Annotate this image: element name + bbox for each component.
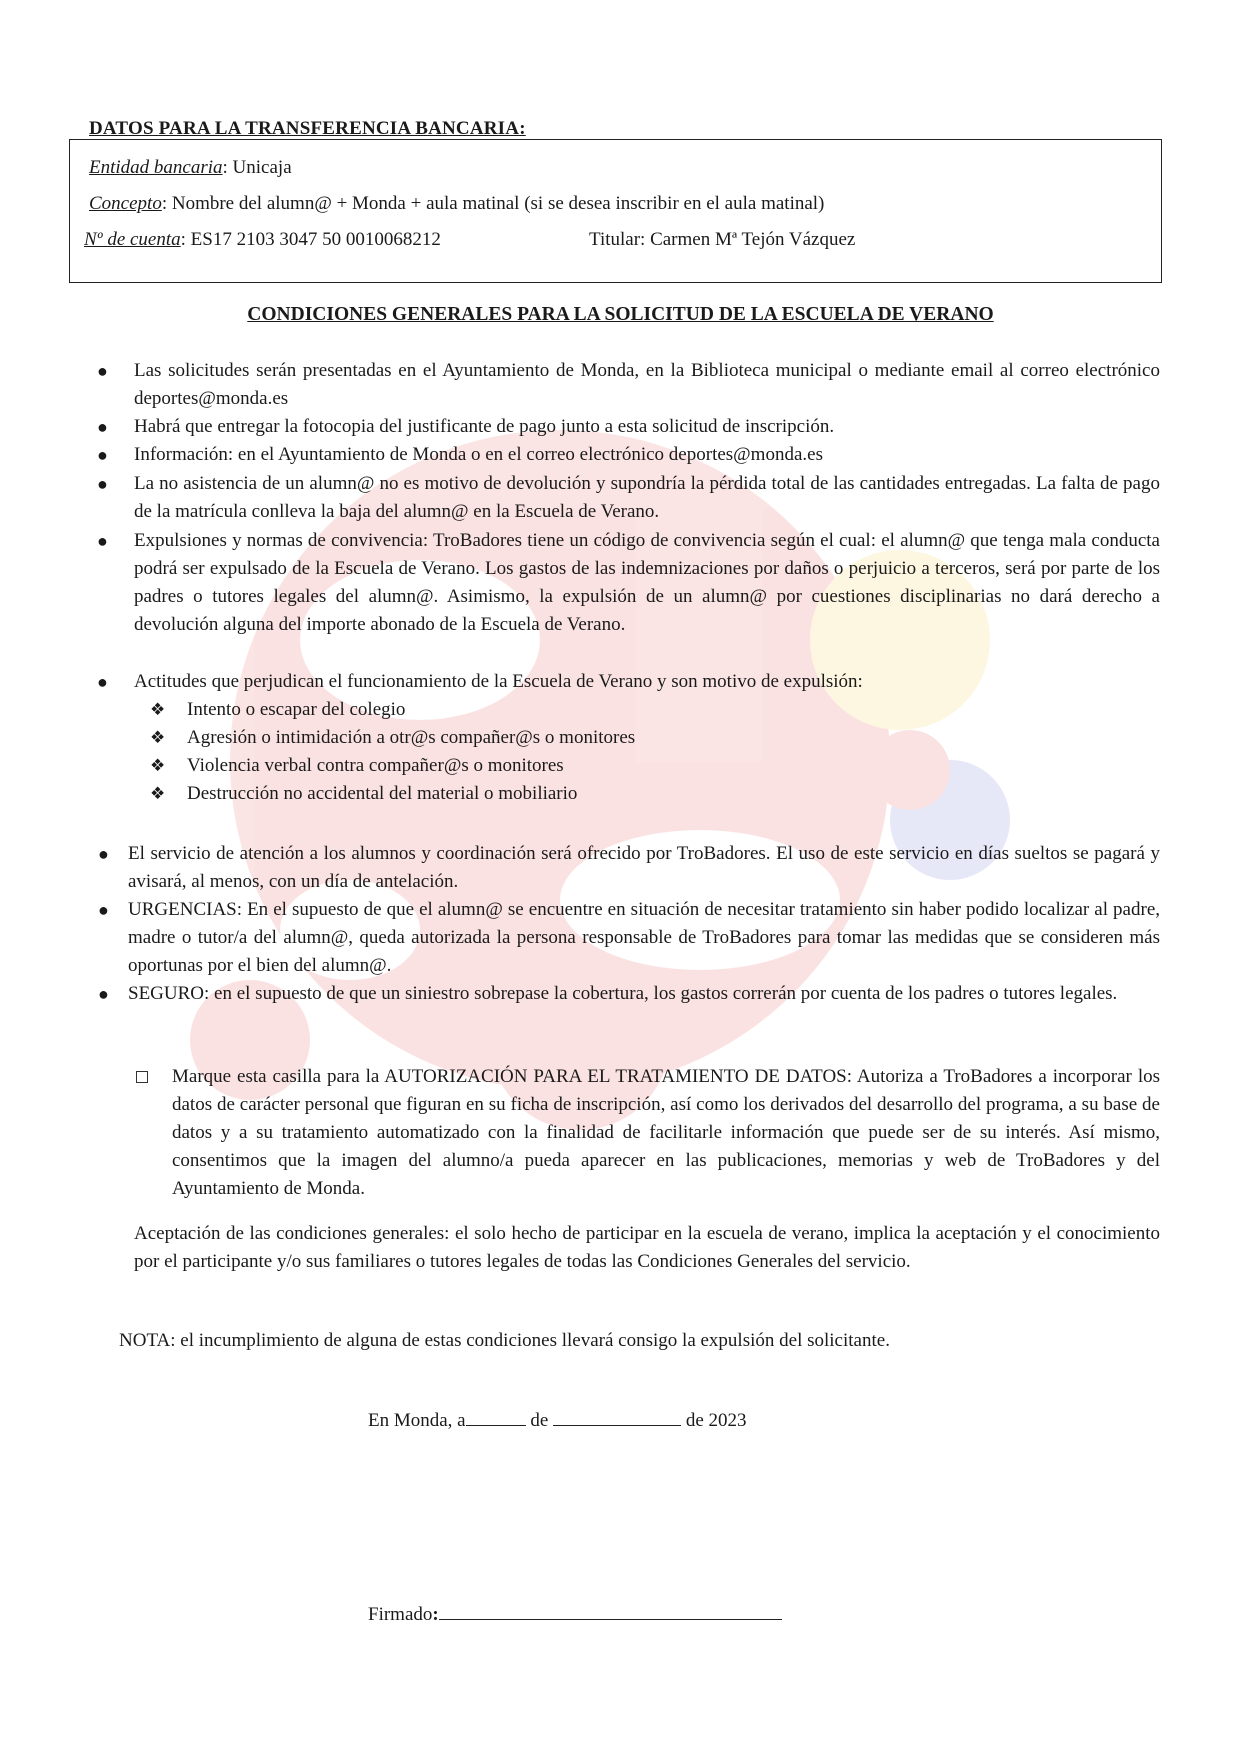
condition-item: Información: en el Ayuntamiento de Monda o en el correo electrónico deportes@monda.es [134, 444, 823, 465]
data-authorization-text: Marque esta casilla para la AUTORIZACIÓN PARA EL TRATAMIENTO DE DATOS: Autoriza a TroBadores a incorporar los datos de carácter personal que figuran en su ficha de inscripción, así como los derivados del desarrollo del programa, a su base de datos y a su tratamiento automatizado con la finalidad de facilitarle información que puede ser de su interés. Así mismo, consentimos que la imagen del alumno/a pueda aparecer en las publicaciones, memorias y web de TroBadores y del Ayuntamiento de Monda. [172, 1066, 1160, 1199]
bank-concept-line [89, 193, 824, 215]
bank-account-value: : ES17 2103 3047 50 0010068212 [180, 229, 441, 250]
expulsion-reason-item: Intento o escapar del colegio [187, 699, 406, 720]
expulsion-reason-item: Destrucción no accidental del material o mobiliario [187, 783, 578, 804]
condition-item: Expulsiones y normas de convivencia: TroBadores tiene un código de convivencia según el cual: el alumn@ que tenga mala conducta podrá ser expulsado de la Escuela de Verano. Los gastos de las indemnizaciones por daños o perjuicio a terceros, será por parte de los padres o tutores legales del alumn@. Asimismo, la expulsión de un alumn@ por cuestiones disciplinarias no dará derecho a devolución alguna del importe abonado de la Escuela de Verano. [134, 530, 1160, 635]
acceptance-text: Aceptación de las condiciones generales: el solo hecho de participar en la escuela de verano, implica la aceptación y el conocimiento por el participante y/o sus familiares o tutores legales de todas las Condiciones Generales del servicio. [134, 1223, 1160, 1272]
condition-item: SEGURO: en el supuesto de que un siniestro sobrepase la cobertura, los gastos correrán por cuenta de los padres o tutores legales. [128, 983, 1118, 1004]
bullet-icon: ● [97, 417, 108, 437]
signature-colon: : [432, 1604, 439, 1625]
diamond-bullet-icon: ❖ [150, 756, 166, 775]
date-prefix: En Monda, a [368, 1410, 466, 1431]
signature-label: Firmado [368, 1604, 433, 1625]
condition-item: Habrá que entregar la fotocopia del justificante de pago junto a esta solicitud de inscripción. [134, 416, 835, 437]
condition-item: URGENCIAS: En el supuesto de que el alumn@ se encuentre en situación de necesitar tratamiento sin haber podido localizar al padre, madre o tutor/a del alumn@, queda autorizada la persona responsable de TroBadores para tomar las medidas que se consideren más oportunas por el bien del alumn@. [128, 899, 1160, 976]
date-de-2: de 2023 [681, 1410, 747, 1431]
bullet-icon: ● [97, 361, 108, 381]
bank-account-holder: Titular: Carmen Mª Tejón Vázquez [589, 229, 856, 250]
diamond-bullet-icon: ❖ [150, 700, 166, 719]
signature-line [368, 1600, 782, 1626]
conditions-title: CONDICIONES GENERALES PARA LA SOLICITUD DE LA ESCUELA DE VERANO [247, 304, 994, 325]
expulsion-reason-item: Violencia verbal contra compañer@s o monitores [187, 755, 564, 776]
bullet-icon: ● [97, 531, 108, 551]
bank-concept-value: : Nombre del alumn@ + Monda + aula matinal (si se desea inscribir en el aula matinal) [161, 193, 825, 214]
expulsion-reason-item: Agresión o intimidación a otr@s compañer@s o monitores [187, 727, 636, 748]
condition-item: La no asistencia de un alumn@ no es motivo de devolución y supondría la pérdida total de las cantidades entregadas. La falta de pago de la matrícula conlleva la baja del alumn@ en la Escuela de Verano. [134, 473, 1160, 522]
bullet-icon: ● [98, 844, 109, 864]
bank-entity-line [89, 157, 292, 179]
bank-account-line [84, 229, 441, 251]
bank-transfer-title: DATOS PARA LA TRANSFERENCIA BANCARIA: [89, 118, 526, 139]
month-blank[interactable] [553, 1406, 681, 1426]
signature-blank[interactable] [439, 1600, 782, 1620]
diamond-bullet-icon: ❖ [150, 784, 166, 803]
bank-entity-value: : Unicaja [222, 157, 292, 178]
bank-entity-label: Entidad bancaria [89, 157, 223, 178]
bullet-icon: ● [98, 900, 109, 920]
data-authorization-checkbox[interactable] [136, 1071, 148, 1083]
note-text: NOTA: el incumplimiento de alguna de estas condiciones llevará consigo la expulsión del solicitante. [119, 1330, 890, 1351]
bank-concept-label: Concepto [89, 193, 162, 214]
bullet-icon: ● [97, 474, 108, 494]
bullet-icon: ● [98, 984, 109, 1004]
date-de-1: de [525, 1410, 554, 1431]
bullet-icon: ● [97, 445, 108, 465]
condition-item: Las solicitudes serán presentadas en el Ayuntamiento de Monda, en la Biblioteca municipal o mediante email al correo electrónico deportes@monda.es [134, 360, 1160, 409]
day-blank[interactable] [466, 1406, 526, 1426]
condition-item: Actitudes que perjudican el funcionamiento de la Escuela de Verano y son motivo de expulsión: [134, 671, 863, 692]
condition-item: El servicio de atención a los alumnos y coordinación será ofrecido por TroBadores. El uso de este servicio en días sueltos se pagará y avisará, al menos, con un día de antelación. [128, 843, 1160, 892]
date-line [368, 1406, 747, 1432]
bullet-icon: ● [97, 672, 108, 692]
diamond-bullet-icon: ❖ [150, 728, 166, 747]
bank-account-label: Nº de cuenta [84, 229, 181, 250]
